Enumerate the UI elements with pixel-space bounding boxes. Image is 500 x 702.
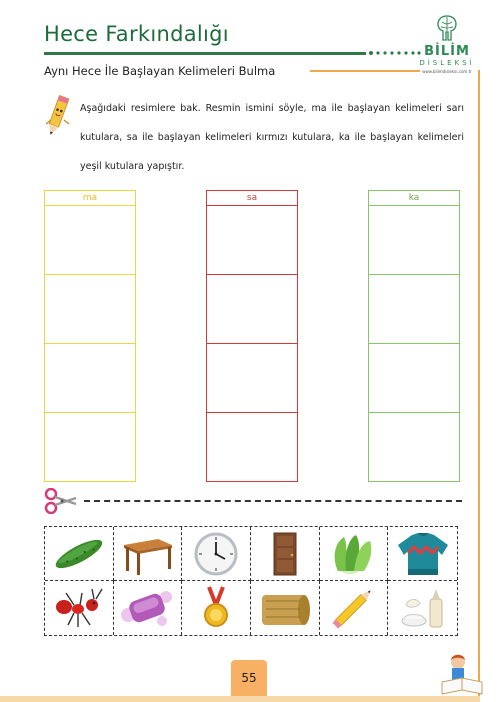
card-pencil[interactable] (320, 581, 389, 635)
drop-box[interactable] (206, 206, 298, 275)
drop-box[interactable] (206, 413, 298, 482)
card-lettuce[interactable] (320, 527, 389, 581)
instruction-text: Aşağıdaki resimlere bak. Resmin ismini söyle, ma ile başlayan kelimeleri sarı kutulara, sa ile başlayan kelimeleri kırmızı kutulara, ka ile başlayan kelimeleri yeşil kutulara yapıştır. (80, 103, 464, 172)
soap-icon (118, 585, 176, 631)
drop-box[interactable] (206, 275, 298, 344)
title-underline (44, 52, 366, 55)
card-door[interactable] (251, 527, 320, 581)
column-ma (44, 190, 136, 478)
card-sweater[interactable] (388, 527, 457, 581)
hay-bale-icon (256, 585, 314, 631)
drop-box[interactable] (44, 344, 136, 413)
drop-box[interactable] (44, 275, 136, 344)
card-clock[interactable] (182, 527, 251, 581)
drop-box[interactable] (206, 344, 298, 413)
card-table[interactable] (114, 527, 183, 581)
column-header-sa: sa (206, 190, 298, 206)
door-icon (256, 531, 314, 577)
table-icon (118, 531, 176, 577)
bottom-stripe (0, 696, 480, 702)
card-hay-bale[interactable] (251, 581, 320, 635)
logo-tagline: DİSLEKSİ (419, 59, 475, 67)
card-soap[interactable] (114, 581, 183, 635)
card-glue[interactable] (388, 581, 457, 635)
logo-url: www.bilimdisleksi.com.tr (422, 69, 472, 74)
column-sa (206, 190, 298, 478)
reading-child-icon (438, 650, 486, 696)
drop-box[interactable] (44, 413, 136, 482)
brain-icon (435, 14, 459, 44)
cucumber-icon (50, 531, 108, 577)
column-header-ma: ma (44, 190, 136, 206)
page-number: 55 (231, 660, 267, 696)
glue-icon (394, 585, 452, 631)
bilim-logo (408, 14, 486, 76)
page-title: Hece Farkındalığı (44, 22, 229, 46)
page-border-right (478, 70, 480, 702)
logo-name: BİLİM (424, 44, 470, 59)
column-header-ka: ka (368, 190, 460, 206)
drop-box[interactable] (368, 413, 460, 482)
column-ka (368, 190, 460, 478)
drop-box[interactable] (44, 206, 136, 275)
drop-box[interactable] (368, 206, 460, 275)
card-ant[interactable] (45, 581, 114, 635)
pencil-icon (324, 585, 382, 631)
page-subtitle: Aynı Hece İle Başlayan Kelimeleri Bulma (44, 64, 276, 78)
ant-icon (50, 585, 108, 631)
scissors-icon (44, 488, 78, 514)
cut-line (84, 500, 462, 502)
picture-cards (44, 526, 458, 636)
lettuce-icon (324, 531, 382, 577)
card-medal[interactable] (182, 581, 251, 635)
drop-box[interactable] (368, 344, 460, 413)
card-cucumber[interactable] (45, 527, 114, 581)
sweater-icon (394, 531, 452, 577)
clock-icon (187, 531, 245, 577)
subtitle-rule (310, 70, 420, 72)
medal-icon (187, 585, 245, 631)
drop-box[interactable] (368, 275, 460, 344)
pencil-mascot-icon (42, 94, 72, 140)
